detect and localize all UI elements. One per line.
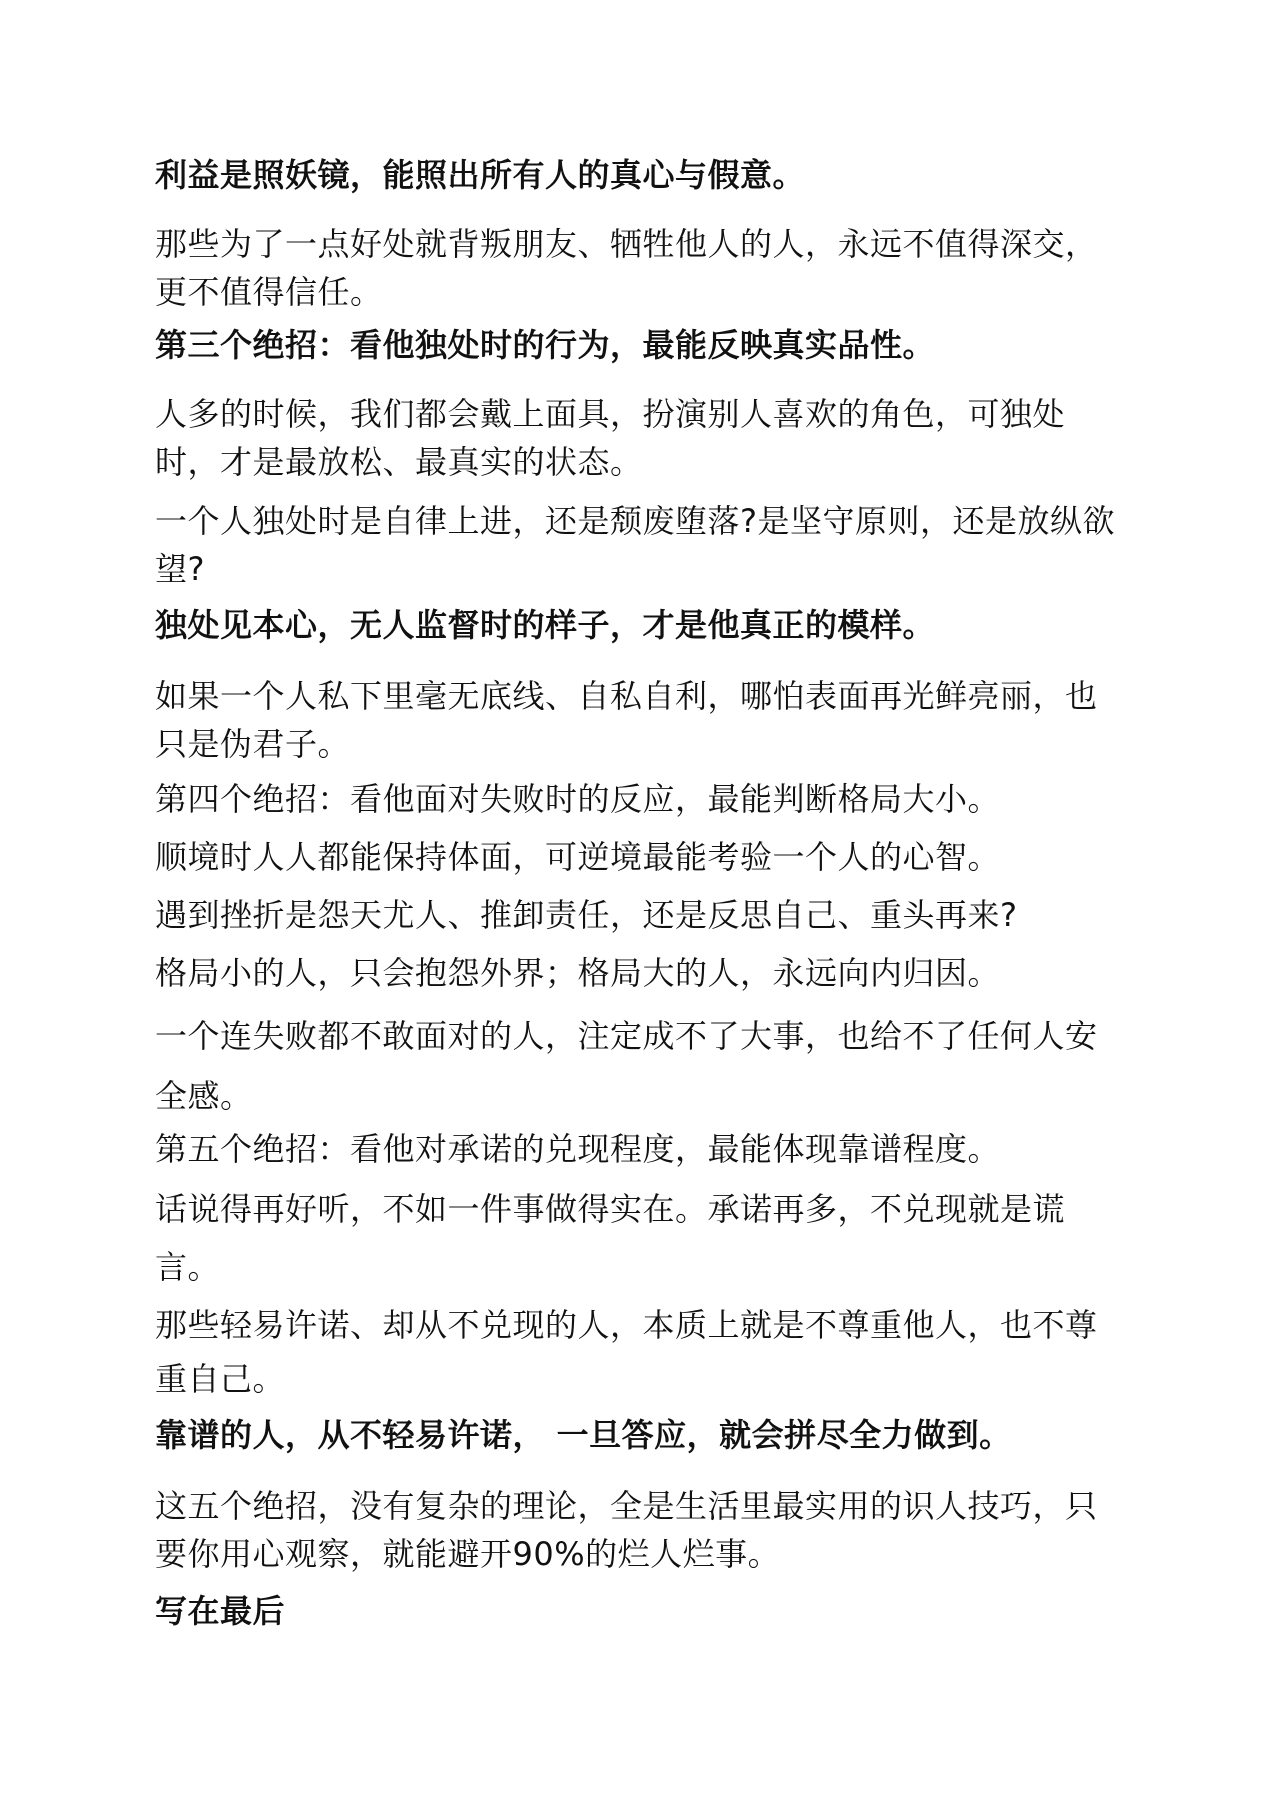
paragraph-wear-masks: 人多的时候，我们都会戴上面具，扮演别人喜欢的角色，可独处时，才是最放松、最真实的状态。 — [155, 395, 1066, 481]
paragraph-pattern: 格局小的人，只会抱怨外界；格局大的人，永远向内归因。 — [155, 954, 1001, 992]
paragraph-hypocrite: 如果一个人私下里毫无底线、自私自利，哪怕表面再光鲜亮丽，也只是伪君子。 — [155, 677, 1098, 763]
paragraph-fifth-trick: 第五个绝招：看他对承诺的兑现程度，最能体现靠谱程度。 — [155, 1130, 1001, 1168]
paragraph-easy-promises: 那些轻易许诺、却从不兑现的人，本质上就是不尊重他人，也不尊重自己。 — [155, 1306, 1098, 1398]
paragraph-interest-mirror: 利益是照妖镜，能照出所有人的真心与假意。 — [155, 156, 806, 194]
paragraph-promises-lies: 话说得再好听，不如一件事做得实在。承诺再多，不兑现就是谎言。 — [155, 1190, 1066, 1286]
paragraph-fourth-trick: 第四个绝招：看他面对失败时的反应，最能判断格局大小。 — [155, 780, 1001, 818]
paragraph-alone-true-self: 独处见本心，无人监督时的样子，才是他真正的模样。 — [155, 606, 936, 644]
paragraph-five-tricks-summary: 这五个绝招，没有复杂的理论，全是生活里最实用的识人技巧，只要你用心观察，就能避开90%的烂人烂事。 — [155, 1487, 1098, 1573]
paragraph-final-heading: 写在最后 — [155, 1592, 286, 1630]
paragraph-afraid-failure: 一个连失败都不敢面对的人，注定成不了大事，也给不了任何人安全感。 — [155, 1017, 1098, 1115]
paragraph-third-trick: 第三个绝招：看他独处时的行为，最能反映真实品性。 — [155, 326, 936, 364]
paragraph-reliable-people: 靠谱的人，从不轻易许诺， 一旦答应，就会拼尽全力做到。 — [155, 1416, 1012, 1454]
paragraph-alone-behavior: 一个人独处时是自律上进，还是颓废堕落?是坚守原则，还是放纵欲望? — [155, 502, 1115, 588]
paragraph-setbacks: 遇到挫折是怨天尤人、推卸责任，还是反思自己、重头再来? — [155, 896, 1018, 934]
paragraph-adversity: 顺境时人人都能保持体面，可逆境最能考验一个人的心智。 — [155, 838, 1001, 876]
paragraph-betray-friends: 那些为了一点好处就背叛朋友、牺牲他人的人，永远不值得深交，更不值得信任。 — [155, 225, 1098, 311]
